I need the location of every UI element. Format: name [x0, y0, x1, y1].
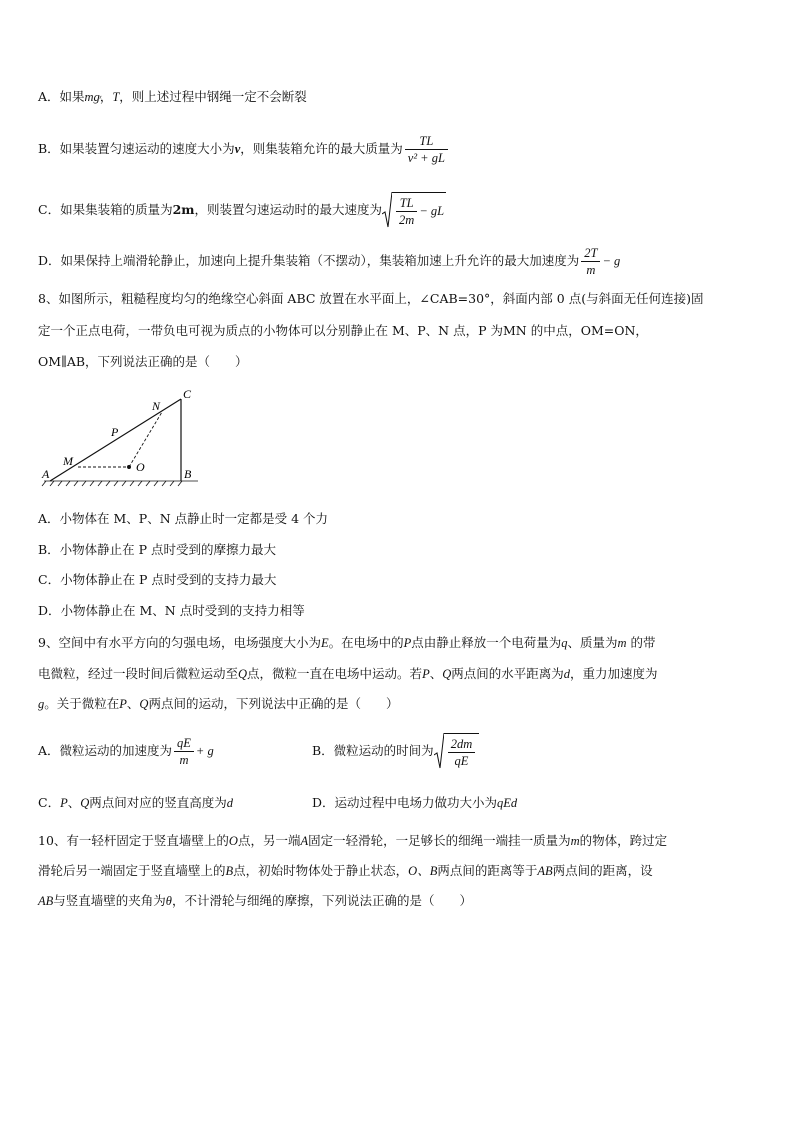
q9-d-math: qEd — [497, 796, 518, 810]
q8-stem-line3: OM∥AB，下列说法正确的是（ ） — [38, 354, 248, 369]
q9-l2a: 电微粒，经过一段时间后微粒运动至 — [38, 666, 239, 681]
q10-OB: O、B — [408, 864, 438, 878]
q10-stem-line2 — [38, 862, 653, 880]
q9-a-tail: + g — [195, 744, 214, 758]
q10-O: O — [228, 834, 238, 848]
q7-c-2m: 2m — [172, 202, 195, 217]
q7-b-v: v — [234, 142, 241, 156]
q9-l2d: 两点间的水平距离为 — [451, 666, 564, 681]
q9-a-fraction — [174, 735, 194, 768]
q7-b-fraction — [405, 133, 448, 166]
q10-l3a: 与竖直墙壁的夹角为 — [53, 893, 166, 908]
q9-l2b: 点，微粒一直在电场中运动。若 — [247, 666, 423, 681]
q9-option-d — [312, 794, 517, 812]
q7-a-suffix: ，则上述过程中钢绳一定不会断裂 — [119, 89, 307, 104]
q10-theta: θ — [165, 894, 172, 908]
q7-c-sqrt — [382, 192, 446, 229]
q10-l2a: 滑轮后另一端固定于竖直墙壁上的 — [38, 863, 226, 878]
label-c: C — [183, 387, 192, 401]
q7-option-c — [38, 192, 446, 229]
q9-l3b: 、 — [126, 696, 140, 711]
q9-g: g — [38, 697, 45, 711]
q9-l1d: 、质量为 — [567, 635, 618, 650]
ground-hatch — [42, 481, 198, 486]
label-p: P — [111, 425, 119, 439]
q7-b-den: v² + gL — [407, 151, 445, 165]
q10-stem-line1 — [38, 832, 667, 850]
q9-option-b — [312, 733, 479, 770]
q7-d-num: 2T — [581, 245, 600, 262]
q9-l2c: 、 — [429, 666, 443, 681]
q9-l1a: 9、空间中有水平方向的匀强电场，电场强度大小为 — [38, 635, 321, 650]
label-o: O — [136, 460, 145, 474]
q8-stem-line2: 定一个正点电荷，一带负电可视为质点的小物体可以分别静止在 M、P、N 点，P 为MN 的中点，OM=ON， — [38, 323, 648, 338]
q9-d: d — [563, 667, 571, 681]
q9-c-a: C． — [38, 795, 61, 810]
q9-q: q — [561, 636, 568, 650]
point-o — [127, 465, 131, 469]
incline-diagram — [38, 385, 208, 490]
label-b: B — [184, 467, 192, 481]
q9-a-text: A．微粒运动的加速度为 — [38, 743, 173, 758]
q9-option-a — [38, 733, 214, 769]
label-m: M — [63, 454, 73, 468]
q9-option-c — [38, 794, 233, 812]
q7-option-d — [38, 244, 620, 278]
q9-c-c: 两点间对应的竖直高度为 — [89, 795, 227, 810]
q9-c-P: P — [60, 796, 68, 810]
q7-a-math: mg — [84, 90, 100, 104]
q7-d-den: m — [586, 263, 596, 277]
q9-P3: P — [119, 697, 127, 711]
q8-option-c: C．小物体静止在 P 点时受到的支持力最大 — [38, 572, 277, 587]
q7-option-a: A．如果mg，T，则上述过程中钢绳一定不会断裂 — [38, 89, 307, 104]
q9-c-d: d — [226, 796, 234, 810]
q9-l2e: ，重力加速度为 — [570, 666, 658, 681]
q9-Q3: Q — [139, 697, 149, 711]
q10-l1c: 固定一轻滑轮，一足够长的细绳一端挂一质量为 — [308, 833, 571, 848]
q9-l3c: 两点间的运动，下列说法中正确的是（ ） — [148, 696, 399, 711]
q7-c-prefix: C．如果集装箱的质量为 — [38, 202, 173, 217]
q10-l2c: 两点间的距离等于 — [437, 863, 538, 878]
q9-c-b: 、 — [67, 795, 81, 810]
q7-a-T: T — [112, 90, 120, 104]
q7-b-prefix: B．如果装置匀速运动的速度大小为 — [38, 141, 235, 156]
q9-b-den: qE — [454, 754, 469, 768]
q9-l1b: 。在电场中的 — [328, 635, 404, 650]
incline-ac — [50, 399, 181, 481]
label-a: A — [42, 467, 50, 481]
q7-d-fraction — [581, 245, 600, 278]
q9-a-den: m — [179, 753, 189, 767]
q9-E: E — [320, 636, 329, 650]
q10-stem-line3 — [38, 892, 472, 910]
q7-c-num: TL — [396, 195, 417, 212]
q7-d-text: D．如果保持上端滑轮静止，加速向上提升集装箱（不摆动），集装箱加速上升允许的最大加速度为 — [38, 253, 580, 268]
q9-a-num: qE — [174, 735, 194, 752]
q9-m: m — [617, 636, 627, 650]
q10-l2d: 两点间的距离，设 — [552, 863, 653, 878]
q7-c-tail: − gL — [419, 204, 445, 218]
q9-d-text: D．运动过程中电场力做功大小为 — [312, 795, 498, 810]
q9-Q: Q — [238, 667, 248, 681]
q8-stem-line1: 8、如图所示，粗糙程度均匀的绝缘空心斜面 ABC 放置在水平面上，∠CAB=30°，斜面内部 0 点(与斜面无任何连接)固 — [38, 291, 704, 306]
q9-P2: P — [422, 667, 430, 681]
q9-stem-line3 — [38, 695, 398, 713]
q10-l1a: 10、有一轻杆固定于竖直墙壁上的 — [38, 833, 229, 848]
q8-option-a: A．小物体在 M、P、N 点静止时一定都是受 4 个力 — [38, 511, 329, 526]
label-n: N — [152, 399, 161, 413]
q7-c-mid: ，则装置匀速运动时的最大速度为 — [194, 202, 383, 217]
q10-AB: AB — [537, 864, 553, 878]
q9-stem-line1 — [38, 634, 656, 652]
q10-A: A — [300, 834, 309, 848]
sqrt-sign-icon — [382, 192, 392, 228]
q10-B: B — [225, 864, 234, 878]
q7-a-prefix: A．如果 — [38, 89, 85, 104]
q8-option-b: B．小物体静止在 P 点时受到的摩擦力最大 — [38, 542, 277, 557]
q9-P: P — [403, 636, 412, 650]
q9-b-num: 2dm — [448, 736, 476, 753]
q7-d-tail: − g — [602, 254, 621, 268]
q10-AB2: AB — [38, 894, 54, 908]
q7-b-mid: ，则集装箱允许的最大质量为 — [240, 141, 403, 156]
q7-c-den: 2m — [399, 213, 415, 227]
q7-b-num: TL — [405, 133, 448, 150]
q10-l1b: 点，另一端 — [237, 833, 301, 848]
q7-option-b — [38, 132, 450, 166]
q10-m: m — [570, 834, 580, 848]
q9-l1e: 的带 — [626, 635, 656, 650]
sqrt-sign-icon — [434, 733, 444, 769]
dashed-on — [129, 412, 162, 467]
q10-l1d: 的物体，跨过定 — [579, 833, 668, 848]
q9-l1c: 点由静止释放一个电荷量为 — [411, 635, 562, 650]
q9-b-sqrt — [434, 733, 480, 770]
q9-c-Q: Q — [80, 796, 90, 810]
q9-stem-line2 — [38, 665, 658, 683]
q8-option-d: D．小物体静止在 M、N 点时受到的支持力相等 — [38, 603, 305, 618]
q9-l3a: 。关于微粒在 — [44, 696, 120, 711]
q9-b-text: B．微粒运动的时间为 — [312, 743, 434, 758]
q10-l3b: ，不计滑轮与细绳的摩擦，下列说法正确的是（ ） — [171, 893, 472, 908]
q10-l2b: 点，初始时物体处于静止状态， — [233, 863, 409, 878]
q9-Q2: Q — [442, 667, 452, 681]
